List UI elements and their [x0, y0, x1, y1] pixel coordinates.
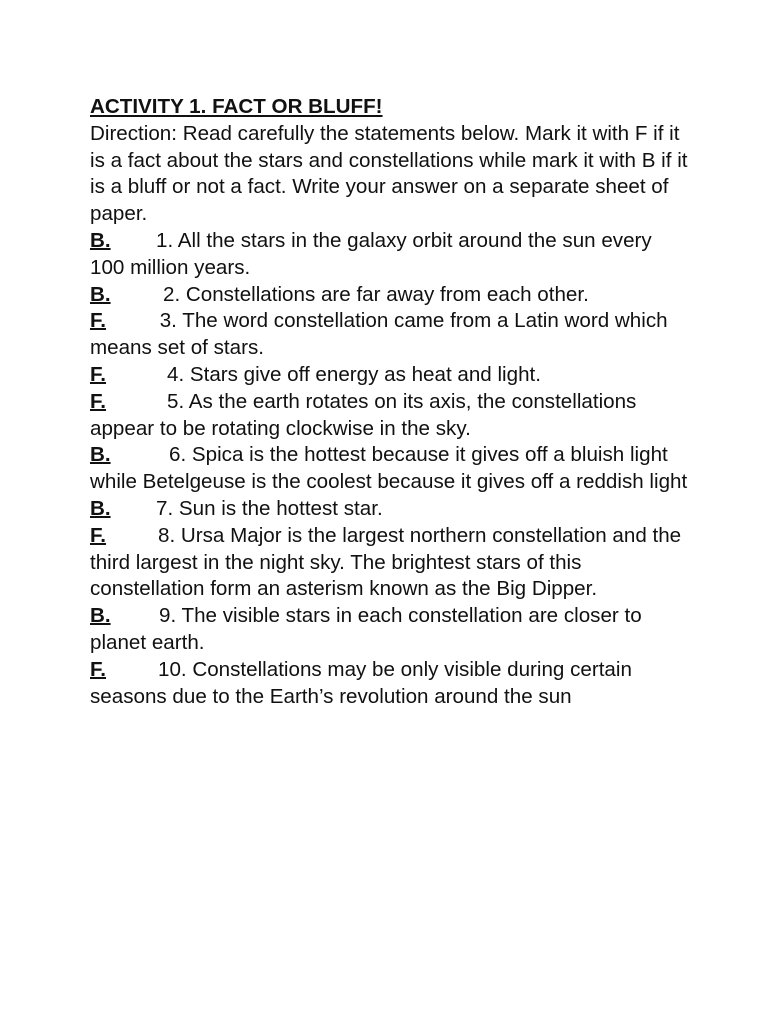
answer-mark: F. [90, 309, 107, 333]
statement-text: 7. Sun is the hottest star. [156, 496, 383, 520]
answer-mark: B. [90, 282, 111, 306]
statement-text: 6. Spica is the hottest because it gives off a bluish light while Betelgeuse is the coolest because it gives off a reddish light [90, 443, 688, 494]
statement-text: 8. Ursa Major is the largest northern constellation and the third largest in the night sky. The brightest stars of this constellation form an asterism known as the Big Dipper. [90, 523, 682, 601]
statement-text: 4. Stars give off energy as heat and light. [167, 362, 541, 386]
statement-text: 1. All the stars in the galaxy orbit around the sun every 100 million years. [90, 228, 652, 279]
statement-text: 3. The word constellation came from a Latin word which means set of stars. [90, 309, 668, 360]
list-item [90, 282, 690, 309]
answer-mark: F. [90, 657, 107, 681]
list-item [90, 362, 690, 389]
activity-title: ACTIVITY 1. FACT OR BLUFF! [90, 95, 383, 118]
answer-mark: F. [90, 362, 107, 386]
answer-mark: B. [90, 228, 111, 252]
list-item [90, 657, 690, 711]
list-item [90, 442, 690, 496]
statement-text: 10. Constellations may be only visible during certain seasons due to the Earth’s revolution around the sun [90, 657, 632, 708]
statement-text: 5. As the earth rotates on its axis, the constellations appear to be rotating clockwise in the sky. [90, 389, 637, 440]
answer-mark: B. [90, 604, 111, 628]
answer-mark: B. [90, 496, 111, 520]
list-item [90, 523, 690, 603]
list-item [90, 308, 690, 362]
answer-mark: B. [90, 443, 111, 467]
statement-text: 2. Constellations are far away from each other. [163, 282, 589, 306]
answer-mark: F. [90, 389, 107, 413]
answer-mark: F. [90, 523, 107, 547]
list-item [90, 496, 690, 523]
document-body [90, 94, 690, 710]
direction-text: Direction: Read carefully the statements below. Mark it with F if it is a fact about the stars and constellations while mark it with B if it is a bluff or not a fact. Write your answer on a separate sheet of paper. [90, 121, 688, 226]
list-item [90, 228, 690, 282]
statement-text: 9. The visible stars in each constellation are closer to planet earth. [90, 604, 642, 654]
list-item [90, 603, 690, 657]
list-item [90, 389, 690, 443]
